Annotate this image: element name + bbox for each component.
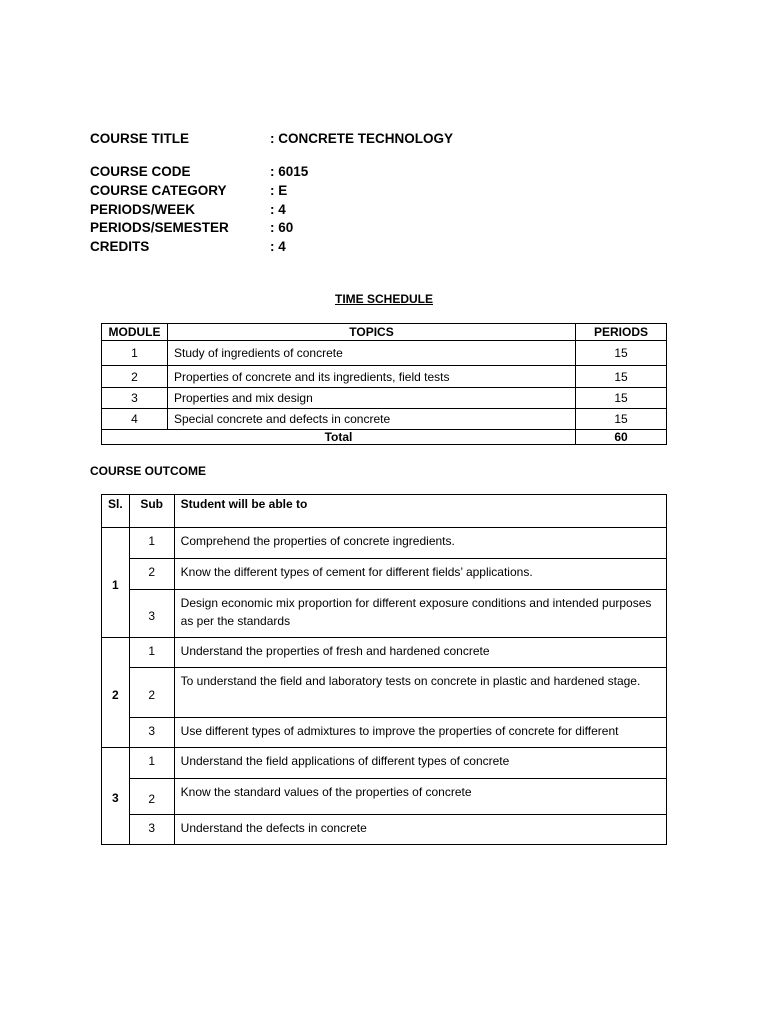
outcome-header: Student will be able to [174, 495, 666, 528]
table-row [102, 559, 667, 590]
total-row [102, 430, 667, 445]
periods-cell: 15 [576, 409, 667, 430]
outcome-cell: To understand the field and laboratory tests on concrete in plastic and hardened stage. [174, 668, 666, 718]
module-cell: 4 [102, 409, 168, 430]
module-header: MODULE [102, 324, 168, 341]
time-schedule-table [101, 323, 667, 445]
table-row [102, 341, 667, 366]
topic-cell: Study of ingredients of concrete [168, 341, 576, 366]
sl-cell: 1 [102, 528, 130, 638]
outcome-cell: Know the different types of cement for different fields’ applications. [174, 559, 666, 590]
table-header-row [102, 324, 667, 341]
table-row [102, 388, 667, 409]
outcome-cell: Know the standard values of the properties of concrete [174, 779, 666, 815]
sub-cell: 2 [129, 779, 174, 815]
outcome-cell: Comprehend the properties of concrete ingredients. [174, 528, 666, 559]
table-row [102, 638, 667, 668]
periods-week-value: : 4 [270, 202, 286, 217]
table-row [102, 815, 667, 845]
table-row [102, 528, 667, 559]
course-code-label: COURSE CODE [90, 164, 191, 179]
time-schedule-title: TIME SCHEDULE [334, 292, 433, 306]
sub-cell: 1 [129, 748, 174, 779]
topic-cell: Special concrete and defects in concrete [168, 409, 576, 430]
total-label: Total [102, 430, 576, 445]
sub-cell: 3 [129, 590, 174, 638]
module-cell: 2 [102, 366, 168, 388]
sub-header: Sub [129, 495, 174, 528]
periods-cell: 15 [576, 341, 667, 366]
module-cell: 3 [102, 388, 168, 409]
outcome-cell: Understand the properties of fresh and hardened concrete [174, 638, 666, 668]
outcome-cell: Understand the defects in concrete [174, 815, 666, 845]
module-cell: 1 [102, 341, 168, 366]
sub-cell: 1 [129, 528, 174, 559]
table-row [102, 366, 667, 388]
periods-semester-value: : 60 [270, 220, 294, 235]
course-outcome-title: COURSE OUTCOME [90, 464, 207, 478]
periods-semester-label: PERIODS/SEMESTER [90, 220, 229, 235]
outcome-cell: Use different types of admixtures to improve the properties of concrete for different [174, 718, 666, 748]
sl-cell: 3 [102, 748, 130, 845]
sl-header: Sl. [102, 495, 130, 528]
credits-label: CREDITS [90, 239, 150, 254]
topics-header: TOPICS [168, 324, 576, 341]
course-outcome-table [101, 494, 667, 845]
table-row [102, 590, 667, 638]
periods-header: PERIODS [576, 324, 667, 341]
total-value: 60 [576, 430, 667, 445]
sub-cell: 1 [129, 638, 174, 668]
course-title-value: : CONCRETE TECHNOLOGY [270, 131, 454, 146]
course-category-value: : E [270, 183, 288, 198]
course-category-label: COURSE CATEGORY [90, 183, 227, 198]
outcome-cell: Understand the field applications of different types of concrete [174, 748, 666, 779]
sl-cell: 2 [102, 638, 130, 748]
course-title-label: COURSE TITLE [90, 131, 190, 146]
table-row [102, 718, 667, 748]
topic-cell: Properties and mix design [168, 388, 576, 409]
periods-cell: 15 [576, 388, 667, 409]
periods-cell: 15 [576, 366, 667, 388]
table-row [102, 779, 667, 815]
table-row [102, 409, 667, 430]
sub-cell: 2 [129, 668, 174, 718]
table-header-row [102, 495, 667, 528]
table-row [102, 748, 667, 779]
course-code-value: : 6015 [270, 164, 309, 179]
periods-week-label: PERIODS/WEEK [90, 202, 196, 217]
topic-cell: Properties of concrete and its ingredients, field tests [168, 366, 576, 388]
outcome-cell: Design economic mix proportion for different exposure conditions and intended purposes as per the standards [174, 590, 666, 638]
sub-cell: 3 [129, 815, 174, 845]
credits-value: : 4 [270, 239, 286, 254]
table-row [102, 668, 667, 718]
sub-cell: 3 [129, 718, 174, 748]
sub-cell: 2 [129, 559, 174, 590]
